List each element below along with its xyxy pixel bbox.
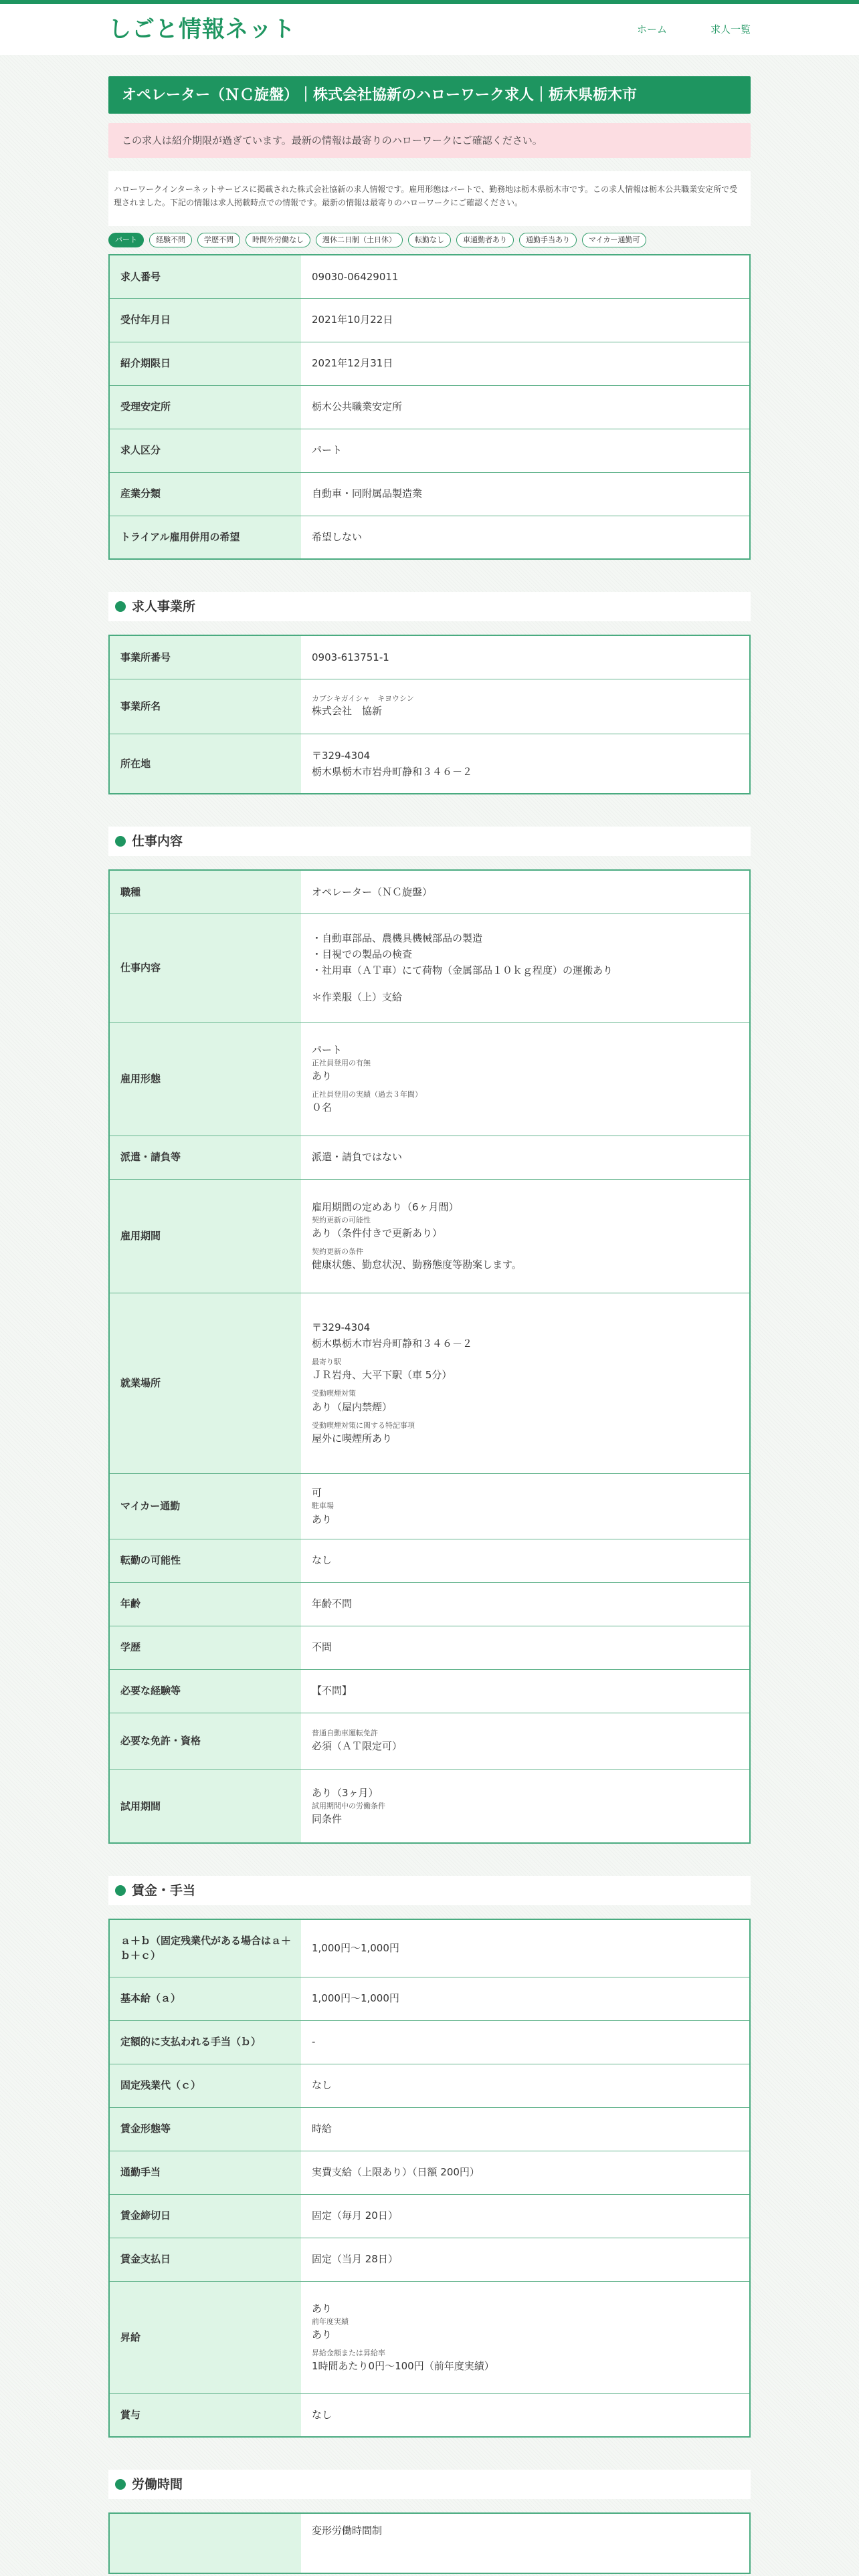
sub-value: あり（屋内禁煙） [312,1400,393,1413]
job-desc-line: ・目視での製品の検査 [312,948,413,960]
sub-value: 可 [312,1487,322,1499]
row-value: - [301,2020,750,2064]
sub-value: ＪＲ岩舟、大平下駅（車 5分） [312,1369,452,1382]
job-desc-line: ・社用車（ＡＴ車）にて荷物（金属部品１０ｋｇ程度）の運搬あり [312,964,613,976]
sub-label: 受動喫煙対策に関する特記事項 [312,1420,415,1430]
section-heading-job [108,827,751,856]
bullet-dot-icon [115,601,126,612]
row-label: 必要な経験等 [109,1669,301,1713]
sub-value: あり [312,1513,332,1525]
row-value: パート [301,429,750,472]
sub-value: あり [312,2302,332,2315]
row-label: 受付年月日 [109,298,301,342]
row-value [301,914,750,1022]
row-value [301,2281,750,2393]
table-row [109,2107,750,2151]
sub-value: 雇用期間の定めあり（6ヶ月間） [312,1200,459,1213]
tag-no-overtime: 時間外労働なし [246,233,310,247]
row-label: 賃金形態等 [109,2107,301,2151]
sub-value: 必須（ＡＴ限定可） [312,1740,403,1753]
row-label: 事業所名 [109,679,301,734]
row-value: 1,000円〜1,000円 [301,1919,750,1977]
row-label: 賃金締切日 [109,2194,301,2238]
tag-two-days-off: 週休二日制（土日休） [316,233,403,247]
row-value: 09030-06429011 [301,255,750,298]
row-value: 不問 [301,1626,750,1669]
row-label: 職種 [109,870,301,914]
company-name: 株式会社 協新 [312,705,383,718]
sub-label: 駐車場 [312,1501,334,1511]
page-title: オペレーター（ＮＣ旋盤）｜株式会社協新のハローワーク求人｜栃木県栃木市 [108,76,751,114]
row-label: 年齢 [109,1582,301,1626]
row-value: オペレーター（ＮＣ旋盤） [301,870,750,914]
sub-value: あり [312,2329,332,2341]
bullet-dot-icon [115,836,126,847]
tag-part-time: パート [108,233,144,247]
job-notice: ハローワークインターネットサービスに掲載された株式会社協新の求人情報です。雇用形態はパートで、勤務地は栃木県栃木市です。この求人情報は栃木公共職業安定所で受理されました。下記の情報は求人掲載時点での情報です。最新の情報は最寄りのハローワークにご確認ください。 [108,171,751,226]
row-value: 栃木公共職業安定所 [301,385,750,429]
row-label: 求人区分 [109,429,301,472]
row-label: 紹介期限日 [109,342,301,385]
office-table [108,635,751,794]
row-value: なし [301,2064,750,2107]
table-row [109,1669,750,1713]
sub-label: 受動喫煙対策 [312,1389,356,1398]
row-label: 就業場所 [109,1293,301,1473]
row-label: 固定残業代（ｃ） [109,2064,301,2107]
bullet-dot-icon [115,2479,126,2490]
main-content [108,55,751,2574]
tag-car-commute-ok: マイカー通勤可 [582,233,646,247]
row-label: 事業所番号 [109,635,301,679]
row-value [301,1179,750,1293]
sub-label: 最寄り駅 [312,1357,341,1366]
address: 栃木県栃木市岩舟町静和３４６－２ [312,1337,473,1350]
table-row [109,2281,750,2393]
table-row [109,516,750,559]
sub-value: あり（3ヶ月） [312,1787,379,1800]
table-row [109,1179,750,1293]
table-row [109,1977,750,2020]
row-label: 雇用期間 [109,1179,301,1293]
feature-tags [108,233,751,250]
sub-value: ０名 [312,1101,332,1114]
row-value [301,1473,750,1539]
row-label: 雇用形態 [109,1022,301,1136]
row-value: なし [301,1539,750,1582]
row-value: 派遣・請負ではない [301,1136,750,1179]
nav-home-link[interactable]: ホーム [636,23,667,35]
table-row [109,1473,750,1539]
sub-value: 1時間あたり0円〜100円（前年度実績） [312,2360,494,2373]
table-row [109,2393,750,2437]
row-value [301,1769,750,1843]
row-value: 変形労働時間制 [301,2513,750,2573]
row-value [301,679,750,734]
row-label: 学歴 [109,1626,301,1669]
row-label: 定額的に支払われる手当（ｂ） [109,2020,301,2064]
row-value [301,1022,750,1136]
table-row [109,679,750,734]
job-desc-line: ＊作業服（上）支給 [312,991,403,1003]
bullet-dot-icon [115,1885,126,1896]
section-title: 賃金・手当 [132,1883,196,1898]
row-label: 産業分類 [109,472,301,516]
table-row [109,1626,750,1669]
table-row [109,472,750,516]
row-label: 派遣・請負等 [109,1136,301,1179]
row-value: 固定（当月 28日） [301,2238,750,2281]
row-value [301,734,750,794]
table-row [109,1919,750,1977]
tag-no-transfer: 転勤なし [408,233,451,247]
table-row [109,255,750,298]
row-label: 試用期間 [109,1769,301,1843]
zip-code: 〒329-4304 [312,1321,371,1333]
sub-label: 昇給金額または昇給率 [312,2349,385,2357]
sub-label: 契約更新の条件 [312,1247,363,1256]
row-value: 2021年12月31日 [301,342,750,385]
row-value: なし [301,2393,750,2437]
row-label: 通勤手当 [109,2151,301,2194]
main-nav [593,22,751,37]
basic-info-table [108,254,751,560]
tag-no-experience: 経験不問 [149,233,192,247]
section-heading-wage [108,1876,751,1905]
row-value: 自動車・同附属品製造業 [301,472,750,516]
table-row [109,1293,750,1473]
row-value: 年齢不問 [301,1582,750,1626]
row-label: 仕事内容 [109,914,301,1022]
table-row [109,2194,750,2238]
table-row [109,914,750,1022]
table-row [109,298,750,342]
address: 栃木県栃木市岩舟町静和３４６－２ [312,765,473,778]
tag-car-commuters: 車通勤者あり [456,233,514,247]
table-row [109,342,750,385]
table-row [109,1582,750,1626]
row-label: 賞与 [109,2393,301,2437]
table-row [109,2513,750,2573]
row-value: 2021年10月22日 [301,298,750,342]
job-desc-line: ・自動車部品、農機具機械部品の製造 [312,932,483,944]
row-label: 昇給 [109,2281,301,2393]
table-row [109,635,750,679]
table-row [109,870,750,914]
sub-value: 同条件 [312,1813,343,1826]
row-label: 受理安定所 [109,385,301,429]
sub-label: 普通自動車運転免許 [312,1728,378,1737]
section-title: 求人事業所 [132,599,196,614]
section-title: 労働時間 [132,2476,183,2492]
row-value [301,1293,750,1473]
expired-alert: この求人は紹介期限が過ぎています。最新の情報は最寄りのハローワークにご確認ください。 [108,123,751,158]
table-row [109,385,750,429]
tag-commute-allowance: 通勤手当あり [519,233,577,247]
row-value: 0903-613751-1 [301,635,750,679]
row-label: 賃金支払日 [109,2238,301,2281]
table-row [109,2020,750,2064]
table-row [109,1022,750,1136]
sub-value: 屋外に喫煙所あり [312,1432,393,1445]
row-value: 固定（毎月 20日） [301,2194,750,2238]
sub-label: 正社員登用の実績（過去３年間） [312,1090,422,1099]
section-heading-labor [108,2470,751,2499]
job-table [108,869,751,1844]
row-label [109,2513,301,2573]
wage-table [108,1919,751,2438]
table-row [109,2064,750,2107]
row-label: ａ＋ｂ（固定残業代がある場合はａ＋ｂ＋ｃ） [109,1919,301,1977]
sub-value: 健康状態、勤怠状況、勤務態度等勘案します。 [312,1259,522,1271]
labor-table [108,2512,751,2574]
site-logo[interactable]: しごと情報ネット [108,15,296,43]
section-heading-office [108,592,751,621]
table-row [109,429,750,472]
sub-label: 試用期間中の労働条件 [312,1802,385,1811]
table-row [109,2238,750,2281]
sub-value: あり（条件付きで更新あり） [312,1227,443,1239]
sub-label: 契約更新の可能性 [312,1215,371,1224]
section-title: 仕事内容 [132,833,183,849]
row-value: 実費支給（上限あり）（日額 200円） [301,2151,750,2194]
table-row [109,1713,750,1769]
row-value: 時給 [301,2107,750,2151]
table-row [109,2151,750,2194]
row-label: 基本給（ａ） [109,1977,301,2020]
sub-label: 正社員登用の有無 [312,1058,371,1067]
row-label: 転勤の可能性 [109,1539,301,1582]
table-row [109,734,750,794]
row-value: 【不問】 [301,1669,750,1713]
table-row [109,1136,750,1179]
row-value: 希望しない [301,516,750,559]
table-row [109,1539,750,1582]
employment-type: パート [312,1043,343,1056]
row-value: 1,000円〜1,000円 [301,1977,750,2020]
table-row [109,1769,750,1843]
sub-value: あり [312,1070,332,1082]
company-name-kana: カブシキガイシャ キヨウシン [312,694,414,704]
tag-no-education: 学歴不問 [197,233,240,247]
row-label: 求人番号 [109,255,301,298]
row-label: トライアル雇用併用の希望 [109,516,301,559]
zip-code: 〒329-4304 [312,749,371,762]
sub-label: 前年度実績 [312,2317,349,2326]
site-header [0,4,859,55]
row-label: マイカー通勤 [109,1473,301,1539]
row-label: 必要な免許・資格 [109,1713,301,1769]
row-value [301,1713,750,1769]
row-label: 所在地 [109,734,301,794]
nav-job-list-link[interactable]: 求人一覧 [710,23,751,35]
